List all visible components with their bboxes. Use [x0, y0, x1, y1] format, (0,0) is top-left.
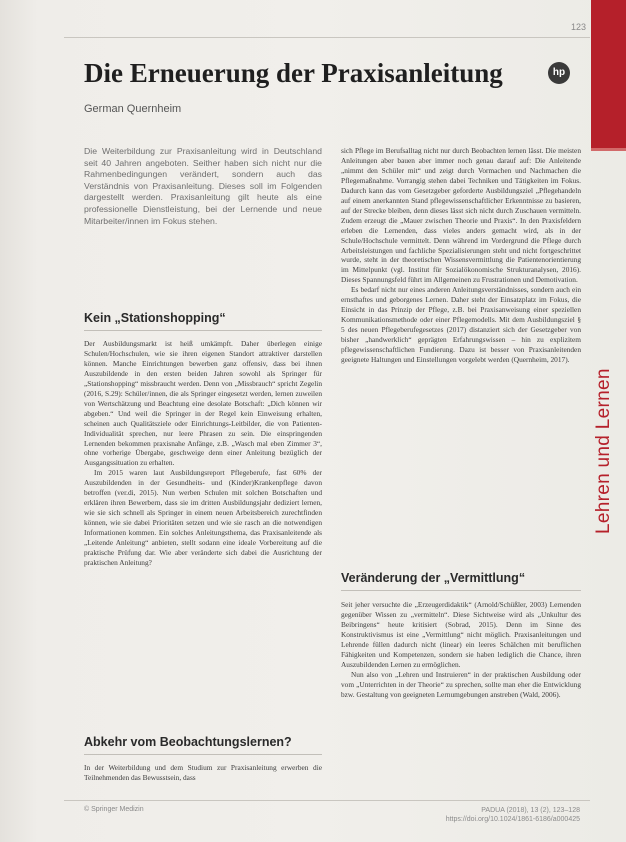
footer-publisher: © Springer Medizin	[84, 806, 144, 813]
footer-citation	[446, 806, 580, 824]
section-heading-stationshopping: Kein „Stationshopping“	[84, 311, 322, 331]
section-body-beobachtungslernen	[84, 763, 322, 785]
sidebar-accent-line	[591, 148, 626, 151]
header-rule	[64, 37, 590, 38]
paragraph: Der Ausbildungsmarkt ist heiß umkämpft. Daher überlegen einige Schulen/Hochschulen, wie sie ihren eigenen Standort attraktiver darstellen können. Manche Einrichtungen bewerben ganz offensiv, dass bei ihnen Auszubildende in den ersten beiden Jahren sowohl als Springer für „Stationshopping“ missbraucht werden. Denn von „Missbrauch“ spricht Zegelin (2016, S.29): Schüler/innen, die als Springer eingesetzt werden, lernen zuweilen von Wertschätzung und Beachtung eine desolate Botschaft: „Dich können wir abgeben.“ Und weil die Springer in der Regel kein Einweisung erhalten, scheinen auch Qualitätsziele oder Einrichtungs-Leitbilder, die von Patienten-Individualität sprechen, nur leere Phrasen zu sein. Die einspringenden Lernenden bekommen praxisnahe Anfänge, z.B. „Wasch mal eben Zimmer 3“, ohne vorherige Übergabe, geschweige denn einer Anleitung bezüglich der Ausgangssituation zu erhalten.	[84, 339, 322, 468]
section-body-vermittlung	[341, 600, 581, 772]
section-tab-label: Lehren und Lernen	[593, 368, 614, 534]
footer-rule	[64, 800, 590, 801]
journal-logo-icon: hp	[548, 62, 570, 84]
paragraph: sich Pflege im Berufsalltag nicht nur durch Beobachten lernen lässt. Die meisten Anleitungen aber bauen aber immer noch genau darauf auf: Die Anleitende „nimmt den Schüler mit“ und zeigt durch Vormachen und Nachmachen die Pflegemaßnahme. Vorrangig stehen dabei Techniken und Tätigkeiten im Fokus. Dadurch kann das vom Gesetzgeber geforderte Ausbildungsziel „Pflegehandeln auf einem anerkannten Stand pflegewissenschaftlicher Erkenntnisse zu basieren, auf der Strecke bleiben, denn dieses lässt sich nicht durch Zuschauen vermitteln. Zudem erzeugt die „Mauer zwischen Theorie und Praxis“. In den Praxisfeldern erleben die Lernenden, dass vieles anders gemacht wird, als in der Schule/Hochschule vermittelt. Denn während im Vordergrund die Pflege durch Arbeitsleistungen und fachliche Spezialisierungen steht und nicht fortgeschrittet wurde, steht in der theoretischen Wissensvermittlung die Patientenorientierung im Mittelpunkt (vgl. Institut für Sozialökonomische Strukturanalysen, 2016). Dieses Spannungsfeld führt im Allgemeinen zu Frustrationen und Demotivation.	[341, 146, 581, 285]
page-number: 123	[570, 22, 586, 32]
paragraph: Seit jeher versuchte die „Erzeugerdidaktik“ (Arnold/Schüßler, 2003) Lernenden gegenüber Wissen zu „vermitteln“. Diese Sichtweise wird als „Unkultur des Beibringens“ heute kritisiert (Sobrad, 2015). Denn im Sinne des Konstruktivismus ist eine „Vermittlung“ nicht möglich. Praxisanleitungen und Lehrende füllen dadurch nicht (linear) ein leeres Schälchen mit beruflichen Fähigkeiten und Kompetenzen, sondern sie haben lediglich die Chance, ihren Auszubildenden Lernen zu ermöglichen.	[341, 600, 581, 669]
section-sidebar-tab	[591, 0, 626, 842]
footer-doi-link[interactable]: https://doi.org/10.1024/1861-6186/a000425	[445, 816, 580, 823]
paragraph: Es bedarf nicht nur eines anderen Anleitungsverständnisses, sondern auch ein ernsthaftes und geborgenes Lernen. Daher steht der Einsatzplatz im Fokus, die Einsicht in das Prinzip der Pflege, z.B. bei Praxisanweisung einer speziellen Kommunikationsmethode oder einer Pflegemodells. Mit dem Ausbildungsziel § 5 des neuen Pflegeberufegesetzes (2017) distanziert sich der Gesetzgeber von bisher „handwerklich“ geprägten Erfahrungswissen – hin zu explizitem pflegewissenschaftlichen Fundierung. Dazu ist besser von Praxisanleitenden geeignete Haltungen und Einstellungen vorgelebt werden (Quernheim, 2017).	[341, 285, 581, 365]
section-heading-beobachtungslernen: Abkehr vom Beobachtungslernen?	[84, 735, 322, 755]
article-author: German Quernheim	[84, 103, 182, 115]
article-lead: Die Weiterbildung zur Praxisanleitung wird in Deutschland seit 40 Jahren angeboten. Seither haben sich nicht nur die Rahmenbedingungen verändert, sondern auch das Verständnis von Praxisanleitung. Dieses soll im Folgenden dargestellt werden. Praxisanleitung gilt heute als eine professionelle Dienstleistung, bei der Lernende und neue Mitarbeiter/innen im Fokus stehen.	[84, 146, 322, 226]
footer-journal-ref: PADUA (2018), 13 (2), 123–128	[481, 807, 580, 814]
section-heading-vermittlung: Veränderung der „Vermittlung“	[341, 571, 581, 591]
paragraph: Im 2015 waren laut Ausbildungsreport Pflegeberufe, fast 60% der Auszubildenden in der Gesundheits- und (Kinder)Krankenpflege davon betroffen (ver.di, 2015). Nun werben Schulen mit solchen Botschaften und erklären ihren Bewerbern, dass sie im dritten Ausbildungsjahr dediziert lernen, wie sie sich schnell als Springer in einem neuen Arbeitsbereich zurechtfinden können, wie sie dabei Prioritäten setzen und wie sie rasch an die notwendigen Informationen kommen. Ein solches Anleitungsthema, das Praxisanleitende als „Leitende Anleitung“ anbieten, stellt sodann eine ideale Vorbereitung auf die praktische Prüfung dar. Wie aber veränderte sich dabei die Ausrichtung der praktischen Anleitung?	[84, 468, 322, 567]
sidebar-red-block	[591, 0, 626, 148]
article-title: Die Erneuerung der Praxisanleitung	[84, 58, 503, 88]
paragraph: In der Weiterbildung und dem Studium zur Praxisanleitung erwerben die Teilnehmenden das Bewusstsein, dass	[84, 763, 322, 782]
section-body-stationshopping	[84, 339, 322, 717]
paragraph: Nun also von „Lehren und Instruieren“ in der praktischen Ausbildung oder vom „Unterrichten in der Theorie“ zu sprechen, sollte man eher die Entwicklung bzw. Gestaltung von geeigneten Lernumgebungen anstreben (Wald, 2006).	[341, 669, 581, 699]
right-column-body	[341, 146, 581, 551]
